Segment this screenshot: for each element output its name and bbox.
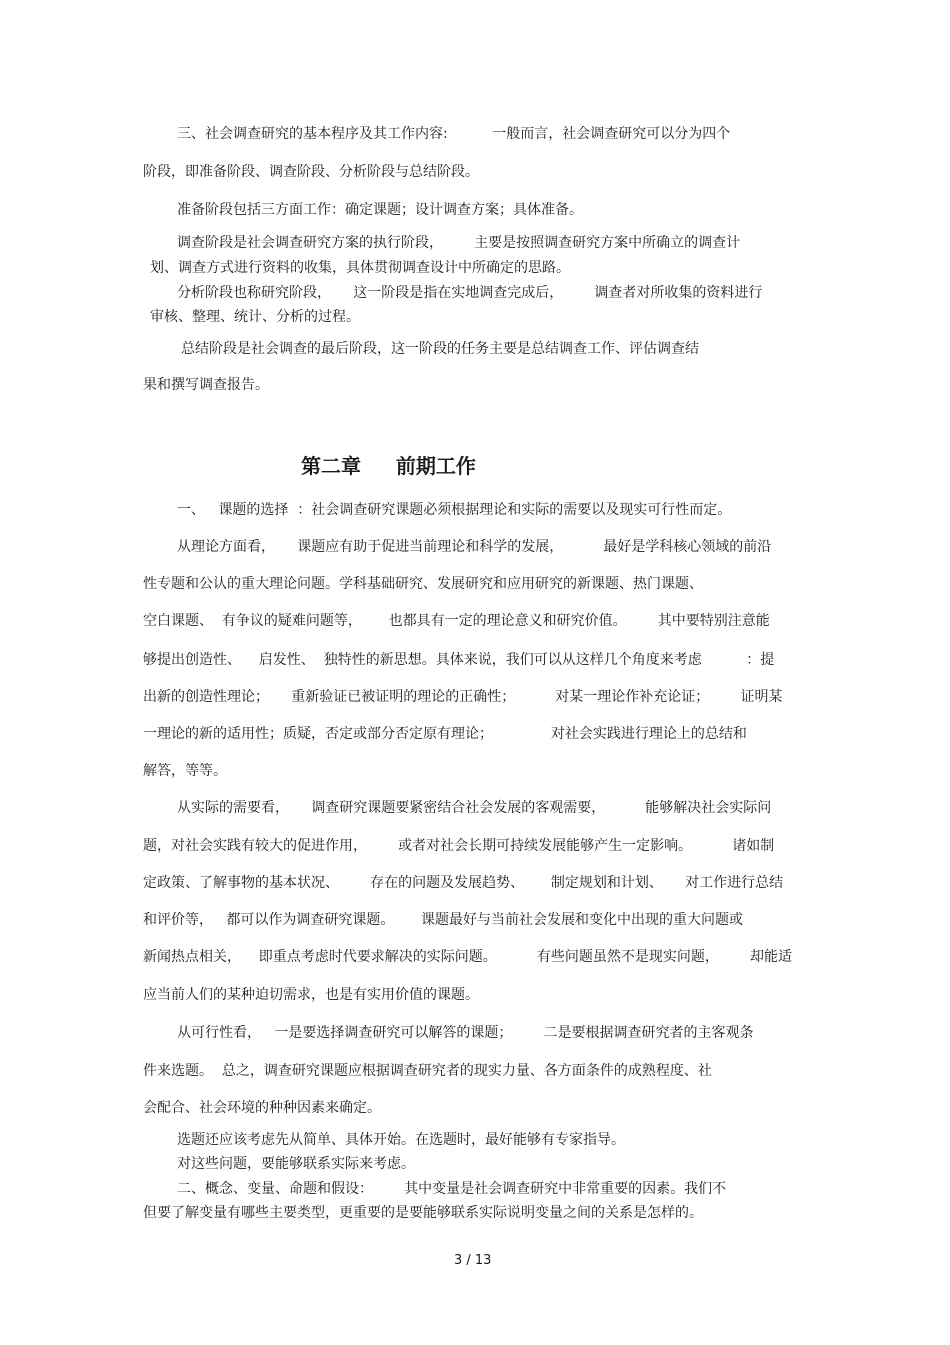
text-line: 分析阶段也称研究阶段， 这一阶段是指在实地调查完成后， 调查者对所收集的资料进行 xyxy=(177,285,763,301)
text-line: 总结阶段是社会调查的最后阶段，这一阶段的任务主要是总结调查工作、评估调查结 xyxy=(181,341,699,357)
text-line: 性专题和公认的重大理论问题。学科基础研究、发展研究和应用研究的新课题、热门课题、 xyxy=(143,576,703,592)
text-line: 选题还应该考虑先从简单、具体开始。在选题时，最好能够有专家指导。 xyxy=(177,1132,625,1148)
text-line: 和评价等， 都可以作为调查研究课题。 课题最好与当前社会发展和变化中出现的重大问题或 xyxy=(143,912,744,928)
text-line: 出新的创造性理论； 重新验证已被证明的理论的正确性； 对某一理论作补充论证； 证明某 xyxy=(143,689,783,705)
text-line: 从理论方面看， 课题应有助于促进当前理论和科学的发展， 最好是学科核心领域的前沿 xyxy=(177,539,772,555)
text-line: 调查阶段是社会调查研究方案的执行阶段， 主要是按照调查研究方案中所确立的调查计 xyxy=(177,235,741,251)
text-line: 新闻热点相关， 即重点考虑时代要求解决的实际问题。 有些问题虽然不是现实问题， 却能适 xyxy=(143,949,793,965)
chapter-title: 第二章 前期工作 xyxy=(301,454,476,478)
text-line: 解答，等等。 xyxy=(143,763,227,779)
text-line: 从实际的需要看， 调查研究课题要紧密结合社会发展的客观需要， 能够解决社会实际问 xyxy=(177,800,772,816)
text-line: 一、 课题的选择 ：社会调查研究课题必须根据理论和实际的需要以及现实可行性而定。 xyxy=(177,502,732,518)
text-line: 但要了解变量有哪些主要类型，更重要的是要能够联系实际说明变量之间的关系是怎样的。 xyxy=(143,1205,703,1221)
text-line: 空白课题、 有争议的疑难问题等， 也都具有一定的理论意义和研究价值。 其中要特别注意能 xyxy=(143,613,770,629)
text-line: 件来选题。 总之，调查研究课题应根据调查研究者的现实力量、各方面条件的成熟程度、社 xyxy=(143,1063,712,1079)
text-line: 二、概念、变量、命题和假设： 其中变量是社会调查研究中非常重要的因素。我们不 xyxy=(177,1181,727,1197)
text-line: 准备阶段包括三方面工作：确定课题；设计调查方案；具体准备。 xyxy=(177,202,583,218)
text-line: 一理论的新的适用性；质疑，否定或部分否定原有理论； 对社会实践进行理论上的总结和 xyxy=(143,726,747,742)
text-line: 三、社会调查研究的基本程序及其工作内容: 一般而言，社会调查研究可以分为四个 xyxy=(177,126,731,142)
text-line: 审核、整理、统计、分析的过程。 xyxy=(150,309,360,325)
text-line: 从可行性看， 一是要选择调查研究可以解答的课题； 二是要根据调查研究者的主客观条 xyxy=(177,1025,754,1041)
text-line: 够提出创造性、 启发性、 独特性的新思想。具体来说，我们可以从这样几个角度来考虑 ：提 xyxy=(143,652,775,668)
text-line: 会配合、社会环境的种种因素来确定。 xyxy=(143,1100,381,1116)
text-line: 阶段，即准备阶段、调查阶段、分析阶段与总结阶段。 xyxy=(143,164,479,180)
text-line: 对这些问题，要能够联系实际来考虑。 xyxy=(177,1156,415,1172)
page-number: 3 / 13 xyxy=(454,1253,492,1268)
text-line: 果和撰写调查报告。 xyxy=(143,377,269,393)
text-line: 定政策、了解事物的基本状况、 存在的问题及发展趋势、 制定规划和计划、 对工作进行总结 xyxy=(143,875,784,891)
text-line: 题，对社会实践有较大的促进作用， 或者对社会长期可持续发展能够产生一定影响。 诸如制 xyxy=(143,838,775,854)
text-line: 划、调查方式进行资料的收集，具体贯彻调查设计中所确定的思路。 xyxy=(150,260,570,276)
text-line: 应当前人们的某种迫切需求，也是有实用价值的课题。 xyxy=(143,987,479,1003)
